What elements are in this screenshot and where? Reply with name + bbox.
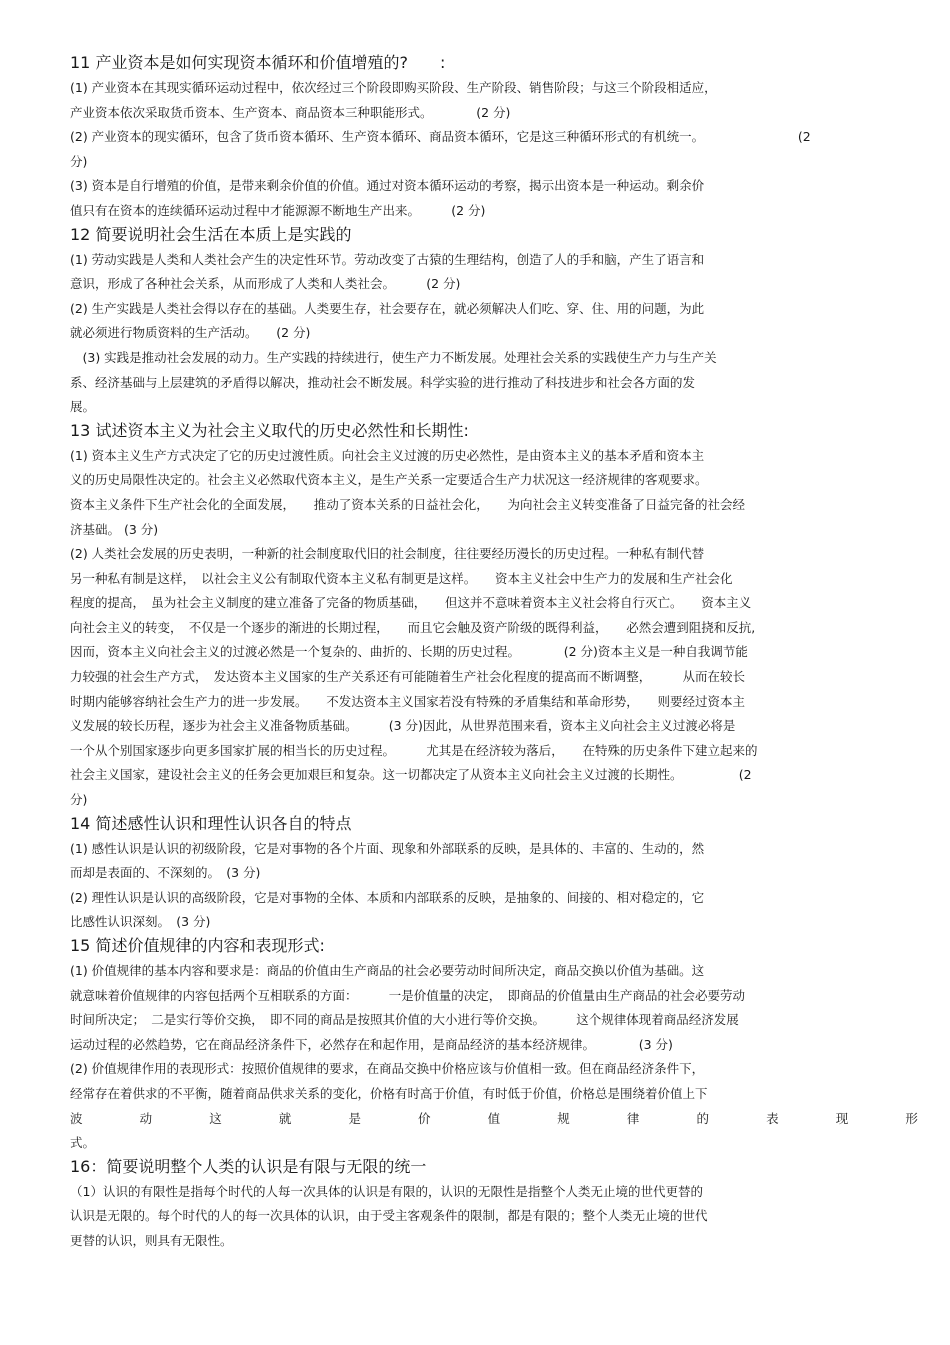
answer-line: 资本主义条件下生产社会化的全面发展， 推动了资本关系的日益社会化， 为向社会主义转变准备了日益完备的社会经 xyxy=(70,496,746,512)
question-title: 16：简要说明整个人类的认识是有限与无限的统一 xyxy=(70,1156,427,1176)
answer-line: 义发展的较长历程，逐步为社会主义准备物质基础。 (3 分)因此，从世界范围来看，资本主义向社会主义过渡必将是 xyxy=(70,718,736,734)
answer-paragraph xyxy=(70,1057,920,1155)
answer-line: 就意味着价值规律的内容包括两个互相联系的方面： 一是价值量的决定， 即商品的价值量由生产商品的社会必要劳动 xyxy=(70,987,746,1003)
answer-line: (1) 感性认识是认识的初级阶段，它是对事物的各个片面、现象和外部联系的反映，是具体的、丰富的、生动的，然 xyxy=(70,840,705,856)
answer-line: 经常存在着供求的不平衡，随着商品供求关系的变化，价格有时高于价值，有时低于价值，价格总是围绕着价值上下 xyxy=(70,1085,708,1101)
answer-line: 时间所决定； 二是实行等价交换， 即不同的商品是按照其价值的大小进行等价交换。 这个规律体现着商品经济发展 xyxy=(70,1012,739,1028)
answer-line: 社会主义国家，建设社会主义的任务会更加艰巨和复杂。这一切都决定了从资本主义向社会主义过渡的长期性。 (2 xyxy=(70,767,752,783)
answer-line: (2) 价值规律作用的表现形式：按照价值规律的要求，在商品交换中价格应该与价值相一致。但在商品经济条件下， xyxy=(70,1061,705,1077)
answer-line: 力较强的社会生产方式， 发达资本主义国家的生产关系还有可能随着生产社会化程度的提高而不断调整， 从而在较长 xyxy=(70,669,746,685)
answer-line: (2) 产业资本的现实循环，包含了货币资本循环、生产资本循环、商品资本循环，它是这三种循环形式的有机统一。 (2 xyxy=(70,129,811,145)
answer-paragraph xyxy=(70,959,920,1057)
answer-paragraph xyxy=(70,76,920,125)
answer-paragraph xyxy=(70,346,920,420)
answer-line: 而却是表面的、不深刻的。 (3 分) xyxy=(70,865,261,881)
answer-line: (2) 理性认识是认识的高级阶段，它是对事物的全体、本质和内部联系的反映，是抽象的、间接的、相对稳定的，它 xyxy=(70,889,705,905)
answer-line: 产业资本依次采取货币资本、生产资本、商品资本三种职能形式。 (2 分) xyxy=(70,104,511,120)
answer-line: 比感性认识深刻。 (3 分) xyxy=(70,914,211,930)
answer-line: (2) 人类社会发展的历史表明，一种新的社会制度取代旧的社会制度，往往要经历漫长的历史过程。一种私有制代替 xyxy=(70,546,705,562)
document-page xyxy=(70,52,920,1254)
answer-line: (1) 产业资本在其现实循环运动过程中，依次经过三个阶段即购买阶段、生产阶段、销售阶段；与这三个阶段相适应， xyxy=(70,80,717,95)
answer-line: (1) 劳动实践是人类和人类社会产生的决定性环节。劳动改变了古猿的生理结构，创造了人的手和脑，产生了语言和 xyxy=(70,251,705,267)
answer-line: (3) 资本是自行增殖的价值，是带来剩余价值的价值。通过对资本循环运动的考察，揭示出资本是一种运动。剩余价 xyxy=(70,178,705,194)
answer-paragraph xyxy=(70,125,920,174)
answer-line: (3) 实践是推动社会发展的动力。生产实践的持续进行，使生产力不断发展。处理社会关系的实践使生产力与生产关 xyxy=(70,349,717,365)
answer-line: 另一种私有制是这样， 以社会主义公有制取代资本主义私有制更是这样。 资本主义社会中生产力的发展和生产社会化 xyxy=(70,570,733,586)
answer-line: 分) xyxy=(70,792,88,808)
answer-line: 更替的认识，则具有无限性。 xyxy=(70,1232,233,1248)
answer-line: 向社会主义的转变， 不仅是一个逐步的渐进的长期过程， 而且它会触及资产阶级的既得利益， 必然会遭到阻挠和反抗, xyxy=(70,619,756,635)
answer-paragraph xyxy=(70,444,920,542)
answer-line: (1) 资本主义生产方式决定了它的历史过渡性质。向社会主义过渡的历史必然性，是由资本主义的基本矛盾和资本主 xyxy=(70,447,705,463)
answer-line: 认识是无限的。每个时代的人的每一次具体的认识，由于受主客观条件的限制，都是有限的；整个人类无止境的世代 xyxy=(70,1208,708,1224)
answer-line: 就必须进行物质资料的生产活动。 (2 分) xyxy=(70,325,311,341)
answer-paragraph xyxy=(70,1180,920,1254)
answer-paragraph xyxy=(70,886,920,935)
answer-line: 义的历史局限性决定的。社会主义必然取代资本主义，是生产关系一定要适合生产力状况这一经济规律的客观要求。 xyxy=(70,472,708,488)
answer-paragraph xyxy=(70,248,920,297)
question-title: 11 产业资本是如何实现资本循环和价值增殖的? : xyxy=(70,53,446,72)
question-title: 12 简要说明社会生活在本质上是实践的 xyxy=(70,224,352,244)
answer-line: 波 动 这 就 是 价 值 规 律 的 表 现 形 xyxy=(70,1110,918,1126)
answer-line: 意识，形成了各种社会关系，从而形成了人类和人类社会。 (2 分) xyxy=(70,276,461,292)
question-title: 13 试述资本主义为社会主义取代的历史必然性和长期性: xyxy=(70,420,469,440)
answer-line: (1) 价值规律的基本内容和要求是：商品的价值由生产商品的社会必要劳动时间所决定，商品交换以价值为基础。这 xyxy=(70,963,705,978)
answer-paragraph xyxy=(70,837,920,886)
answer-paragraph xyxy=(70,297,920,346)
answer-line: 系、经济基础与上层建筑的矛盾得以解决，推动社会不断发展。科学实验的进行推动了科技进步和社会各方面的发 xyxy=(70,374,696,390)
answer-line: 分) xyxy=(70,153,88,169)
answer-line: 济基础。 (3 分) xyxy=(70,521,159,537)
answer-line: 因而，资本主义向社会主义的过渡必然是一个复杂的、曲折的、长期的历史过程。 (2 分)资本主义是一种自我调节能 xyxy=(70,644,748,660)
answer-paragraph xyxy=(70,174,920,223)
answer-line: 展。 xyxy=(70,399,96,415)
answer-line: 程度的提高， 虽为社会主义制度的建立准备了完备的物质基础， 但这并不意味着资本主义社会将自行灭亡。 资本主义 xyxy=(70,595,752,611)
answer-line: 值只有在资本的连续循环运动过程中才能源源不断地生产出来。 (2 分) xyxy=(70,202,486,218)
answer-line: 时期内能够容纳社会生产力的进一步发展。 不发达资本主义国家若没有特殊的矛盾集结和革命形势， 则要经过资本主 xyxy=(70,693,746,709)
answer-line: 一个从个别国家逐步向更多国家扩展的相当长的历史过程。 尤其是在经济较为落后， 在特殊的历史条件下建立起来的 xyxy=(70,742,758,758)
answer-line: （1）认识的有限性是指每个时代的人每一次具体的认识是有限的，认识的无限性是指整个人类无止境的世代更替的 xyxy=(70,1183,703,1199)
answer-line: 运动过程的必然趋势，它在商品经济条件下，必然存在和起作用，是商品经济的基本经济规律。 (3 分) xyxy=(70,1036,673,1052)
answer-line: 式。 xyxy=(70,1135,96,1151)
question-title: 14 简述感性认识和理性认识各自的特点 xyxy=(70,813,352,833)
answer-paragraph xyxy=(70,542,920,813)
question-title: 15 简述价值规律的内容和表现形式: xyxy=(70,936,325,955)
answer-line: (2) 生产实践是人类社会得以存在的基础。人类要生存，社会要存在，就必须解决人们吃、穿、住、用的问题，为此 xyxy=(70,300,705,316)
